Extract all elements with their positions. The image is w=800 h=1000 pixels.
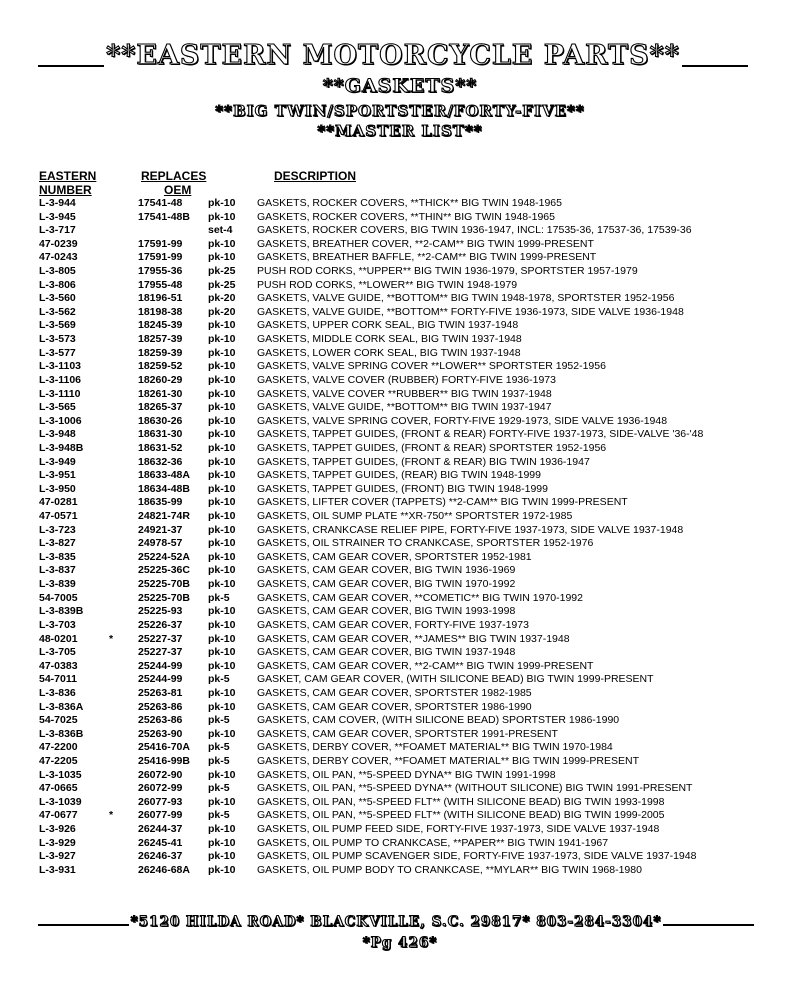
part-description: GASKETS, CRANKCASE RELIEF PIPE, FORTY-FIVE 1937-1973, SIDE VALVE 1937-1948	[257, 523, 684, 536]
part-description: GASKETS, CAM GEAR COVER, BIG TWIN 1937-1948	[257, 646, 516, 659]
table-row	[39, 796, 779, 810]
column-header-description: DESCRIPTION	[274, 169, 357, 183]
package-qty: pk-10	[208, 237, 236, 250]
table-row	[39, 428, 779, 442]
part-description: GASKETS, CAM GEAR COVER, **JAMES** BIG TWIN 1937-1948	[257, 632, 570, 645]
oem-number: 17955-48	[138, 278, 183, 291]
oem-number: 18630-26	[138, 414, 183, 427]
part-number: L-3-836A	[39, 700, 84, 713]
part-number: 47-0665	[39, 782, 78, 795]
package-qty: pk-5	[208, 673, 230, 686]
part-number: L-3-839	[39, 578, 76, 591]
part-description: GASKETS, CAM GEAR COVER, SPORTSTER 1952-1981	[257, 550, 532, 563]
table-row	[39, 850, 779, 864]
part-description: GASKETS, DERBY COVER, **FOAMET MATERIAL** BIG TWIN 1970-1984	[257, 741, 613, 754]
package-qty: pk-5	[208, 714, 230, 727]
part-number: 47-0383	[39, 659, 78, 672]
table-row	[39, 551, 779, 565]
table-row	[39, 238, 779, 252]
page-number: *Pg 426*	[362, 935, 438, 951]
part-number: L-3-929	[39, 836, 76, 849]
oem-number: 25263-90	[138, 727, 183, 740]
oem-number: 26072-99	[138, 782, 183, 795]
part-number: L-3-1039	[39, 795, 82, 808]
package-qty: pk-10	[208, 482, 236, 495]
part-number: L-3-931	[39, 863, 76, 876]
part-description: GASKETS, VALVE GUIDE, **BOTTOM** BIG TWIN 1937-1947	[257, 401, 552, 414]
oem-number: 25416-70A	[138, 741, 190, 754]
oem-number: 25224-52A	[138, 550, 190, 563]
oem-number: 24821-74R	[138, 510, 190, 523]
package-qty: pk-10	[208, 319, 236, 332]
table-row	[39, 469, 779, 483]
package-qty: pk-5	[208, 591, 230, 604]
table-row	[39, 633, 779, 647]
part-description: GASKETS, BREATHER COVER, **2-CAM** BIG TWIN 1999-PRESENT	[257, 237, 594, 250]
oem-number: 26244-37	[138, 823, 183, 836]
part-number: L-3-560	[39, 292, 76, 305]
package-qty: pk-10	[208, 441, 236, 454]
part-number: 54-7025	[39, 714, 78, 727]
oem-number: 17541-48	[138, 197, 183, 209]
table-row	[39, 619, 779, 633]
table-row	[39, 415, 779, 429]
package-qty: pk-5	[208, 809, 230, 822]
table-row	[39, 265, 779, 279]
table-row	[39, 592, 779, 606]
part-description: GASKETS, LIFTER COVER (TAPPETS) **2-CAM** BIG TWIN 1999-PRESENT	[257, 496, 628, 509]
oem-number: 25263-86	[138, 700, 183, 713]
part-number: L-3-705	[39, 646, 76, 659]
oem-number: 18259-52	[138, 360, 183, 373]
part-number: L-3-839B	[39, 605, 84, 618]
package-qty: pk-10	[208, 496, 236, 509]
part-description: GASKETS, BREATHER BAFFLE, **2-CAM** BIG TWIN 1999-PRESENT	[257, 251, 597, 264]
footer-address: *5120 HILDA ROAD* BLACKVILLE, S.C. 29817* 803-284-3304*	[130, 914, 662, 930]
oem-number: 17591-99	[138, 237, 183, 250]
part-description: GASKETS, CAM GEAR COVER, **COMETIC** BIG TWIN 1970-1992	[257, 591, 583, 604]
part-description: GASKETS, OIL SUMP PLATE **XR-750** SPORTSTER 1972-1985	[257, 510, 573, 523]
oem-number: 24921-37	[138, 523, 183, 536]
part-number: L-3-573	[39, 333, 76, 346]
table-row	[39, 809, 779, 823]
part-description: GASKETS, MIDDLE CORK SEAL, BIG TWIN 1937-1948	[257, 333, 522, 346]
package-qty: pk-10	[208, 686, 236, 699]
part-number: L-3-562	[39, 305, 76, 318]
package-qty: pk-10	[208, 795, 236, 808]
part-number: L-3-951	[39, 469, 76, 482]
part-number: 54-7005	[39, 591, 78, 604]
part-number: L-3-565	[39, 401, 76, 414]
oem-number: 25227-37	[138, 646, 183, 659]
oem-number: 25263-86	[138, 714, 183, 727]
table-row	[39, 333, 779, 347]
part-number: 47-0281	[39, 496, 78, 509]
oem-number: 26246-68A	[138, 863, 190, 876]
table-row	[39, 714, 779, 728]
part-description: GASKETS, VALVE GUIDE, **BOTTOM** FORTY-FIVE 1936-1973, SIDE VALVE 1936-1948	[257, 305, 684, 318]
package-qty: pk-10	[208, 646, 236, 659]
package-qty: pk-10	[208, 360, 236, 373]
part-number: 47-2200	[39, 741, 78, 754]
footer-rule-left	[38, 924, 129, 926]
table-row	[39, 564, 779, 578]
table-row	[39, 701, 779, 715]
oem-number: 18245-39	[138, 319, 183, 332]
package-qty: pk-10	[208, 414, 236, 427]
part-description: GASKETS, CAM GEAR COVER, SPORTSTER 1991-PRESENT	[257, 727, 558, 740]
package-qty: pk-25	[208, 265, 236, 278]
package-qty: pk-10	[208, 428, 236, 441]
package-qty: pk-10	[208, 550, 236, 563]
table-row	[39, 211, 779, 225]
oem-number: 25225-70B	[138, 591, 190, 604]
part-number: L-3-927	[39, 850, 76, 863]
row-marker: *	[109, 632, 114, 645]
package-qty: pk-10	[208, 768, 236, 781]
oem-number: 18635-99	[138, 496, 183, 509]
table-row	[39, 306, 779, 320]
part-number: L-3-836	[39, 686, 76, 699]
part-description: GASKETS, OIL PAN, **5-SPEED DYNA** BIG TWIN 1991-1998	[257, 768, 556, 781]
package-qty: pk-10	[208, 210, 236, 223]
package-qty: pk-10	[208, 618, 236, 631]
column-header-oem: OEM	[164, 183, 192, 197]
package-qty: pk-10	[208, 564, 236, 577]
table-row	[39, 755, 779, 769]
oem-number: 26245-41	[138, 836, 183, 849]
oem-number: 18632-36	[138, 455, 183, 468]
part-description: PUSH ROD CORKS, **LOWER** BIG TWIN 1948-1979	[257, 278, 518, 291]
package-qty: pk-10	[208, 523, 236, 536]
part-description: GASKETS, CAM GEAR COVER, BIG TWIN 1970-1992	[257, 578, 516, 591]
part-number: 47-0239	[39, 237, 78, 250]
package-qty: pk-20	[208, 305, 236, 318]
part-description: GASKETS, OIL PUMP BODY TO CRANKCASE, **MYLAR** BIG TWIN 1968-1980	[257, 863, 642, 876]
part-description: GASKETS, DERBY COVER, **FOAMET MATERIAL** BIG TWIN 1999-PRESENT	[257, 754, 639, 767]
part-description: GASKETS, CAM GEAR COVER, FORTY-FIVE 1937-1973	[257, 618, 529, 631]
oem-number: 25244-99	[138, 659, 183, 672]
part-description: GASKETS, OIL PAN, **5-SPEED DYNA** (WITHOUT SILICONE) BIG TWIN 1991-PRESENT	[257, 782, 693, 795]
oem-number: 18631-30	[138, 428, 183, 441]
oem-number: 18631-52	[138, 441, 183, 454]
part-number: L-3-835	[39, 550, 76, 563]
package-qty: pk-20	[208, 292, 236, 305]
oem-number: 25244-99	[138, 673, 183, 686]
table-row	[39, 319, 779, 333]
package-qty: pk-10	[208, 333, 236, 346]
part-description: GASKETS, TAPPET GUIDES, (FRONT) BIG TWIN 1948-1999	[257, 482, 548, 495]
package-qty: pk-10	[208, 823, 236, 836]
part-description: GASKETS, ROCKER COVERS, **THICK** BIG TWIN 1948-1965	[257, 197, 562, 209]
part-number: L-3-949	[39, 455, 76, 468]
oem-number: 17955-36	[138, 265, 183, 278]
part-number: L-3-703	[39, 618, 76, 631]
part-description: GASKETS, ROCKER COVERS, **THIN** BIG TWIN 1948-1965	[257, 210, 555, 223]
table-row	[39, 769, 779, 783]
package-qty: pk-10	[208, 455, 236, 468]
table-row	[39, 279, 779, 293]
package-qty: pk-10	[208, 659, 236, 672]
oem-number: 18265-37	[138, 401, 183, 414]
part-number: L-3-569	[39, 319, 76, 332]
package-qty: pk-10	[208, 510, 236, 523]
part-number: 47-0243	[39, 251, 78, 264]
column-header-eastern: EASTERN	[39, 169, 97, 183]
oem-number: 26077-93	[138, 795, 183, 808]
table-row	[39, 292, 779, 306]
part-description: PUSH ROD CORKS, **UPPER** BIG TWIN 1936-1979, SPORTSTER 1957-1979	[257, 265, 638, 278]
parts-list	[39, 197, 779, 877]
part-number: L-3-827	[39, 537, 76, 550]
package-qty: pk-10	[208, 387, 236, 400]
oem-number: 17591-99	[138, 251, 183, 264]
table-row	[39, 687, 779, 701]
part-number: L-3-926	[39, 823, 76, 836]
part-number: L-3-723	[39, 523, 76, 536]
part-number: L-3-945	[39, 210, 76, 223]
oem-number: 18198-38	[138, 305, 183, 318]
oem-number: 25225-93	[138, 605, 183, 618]
part-description: GASKETS, CAM GEAR COVER, BIG TWIN 1993-1998	[257, 605, 516, 618]
row-marker: *	[109, 809, 114, 822]
oem-number: 24978-57	[138, 537, 183, 550]
part-number: L-3-948B	[39, 441, 84, 454]
part-description: GASKETS, LOWER CORK SEAL, BIG TWIN 1937-1948	[257, 346, 521, 359]
package-qty: pk-10	[208, 401, 236, 414]
table-row	[39, 673, 779, 687]
part-number: 48-0201	[39, 632, 78, 645]
package-qty: pk-10	[208, 346, 236, 359]
title-row	[38, 40, 748, 71]
part-description: GASKETS, VALVE SPRING COVER **LOWER** SPORTSTER 1952-1956	[257, 360, 606, 373]
package-qty: pk-10	[208, 251, 236, 264]
part-description: GASKETS, TAPPET GUIDES, (FRONT & REAR) BIG TWIN 1936-1947	[257, 455, 590, 468]
part-description: GASKETS, VALVE GUIDE, **BOTTOM** BIG TWIN 1948-1978, SPORTSTER 1952-1956	[257, 292, 675, 305]
part-description: GASKETS, VALVE SPRING COVER, FORTY-FIVE 1929-1973, SIDE VALVE 1936-1948	[257, 414, 668, 427]
part-number: L-3-948	[39, 428, 76, 441]
part-description: GASKETS, CAM GEAR COVER, **2-CAM** BIG TWIN 1999-PRESENT	[257, 659, 594, 672]
table-row	[39, 646, 779, 660]
package-qty: pk-10	[208, 537, 236, 550]
part-description: GASKETS, CAM GEAR COVER, SPORTSTER 1986-1990	[257, 700, 532, 713]
table-row	[39, 864, 779, 878]
table-row	[39, 401, 779, 415]
package-qty: pk-5	[208, 754, 230, 767]
part-description: GASKET, CAM GEAR COVER, (WITH SILICONE BEAD) BIG TWIN 1999-PRESENT	[257, 673, 654, 686]
oem-number: 25226-37	[138, 618, 183, 631]
package-qty: pk-10	[208, 727, 236, 740]
part-number: L-3-1035	[39, 768, 82, 781]
part-description: GASKETS, TAPPET GUIDES, (FRONT & REAR) SPORTSTER 1952-1956	[257, 441, 607, 454]
package-qty: pk-10	[208, 836, 236, 849]
part-description: GASKETS, OIL PAN, **5-SPEED FLT** (WITH SILICONE BEAD) BIG TWIN 1999-2005	[257, 809, 665, 822]
package-qty: pk-10	[208, 850, 236, 863]
package-qty: set-4	[208, 224, 233, 237]
table-row	[39, 456, 779, 470]
package-qty: pk-10	[208, 632, 236, 645]
table-row	[39, 224, 779, 238]
table-row	[39, 537, 779, 551]
package-qty: pk-10	[208, 469, 236, 482]
part-description: GASKETS, ROCKER COVERS, BIG TWIN 1936-1947, INCL: 17535-36, 17537-36, 17539-36	[257, 224, 692, 237]
table-row	[39, 496, 779, 510]
footer-row	[38, 914, 754, 930]
oem-number: 18260-29	[138, 373, 183, 386]
part-number: L-3-1110	[39, 387, 81, 400]
package-qty: pk-25	[208, 278, 236, 291]
part-description: GASKETS, OIL PAN, **5-SPEED FLT** (WITH SILICONE BEAD) BIG TWIN 1993-1998	[257, 795, 665, 808]
part-description: GASKETS, CAM COVER, (WITH SILICONE BEAD) SPORTSTER 1986-1990	[257, 714, 620, 727]
part-description: GASKETS, VALVE COVER **RUBBER** BIG TWIN 1937-1948	[257, 387, 552, 400]
part-description: GASKETS, TAPPET GUIDES, (FRONT & REAR) FORTY-FIVE 1937-1973, SIDE-VALVE '36-'48	[257, 428, 704, 441]
column-header-number: NUMBER	[39, 183, 92, 197]
table-row	[39, 197, 779, 211]
subtitle-gaskets: **GASKETS**	[322, 75, 478, 97]
part-number: L-3-805	[39, 265, 76, 278]
table-row	[39, 605, 779, 619]
package-qty: pk-5	[208, 741, 230, 754]
package-qty: pk-10	[208, 605, 236, 618]
table-row	[39, 660, 779, 674]
part-number: L-3-944	[39, 197, 76, 209]
table-row	[39, 442, 779, 456]
part-description: GASKETS, TAPPET GUIDES, (REAR) BIG TWIN 1948-1999	[257, 469, 541, 482]
part-number: L-3-1006	[39, 414, 82, 427]
package-qty: pk-5	[208, 782, 230, 795]
package-qty: pk-10	[208, 373, 236, 386]
oem-number: 18261-30	[138, 387, 183, 400]
subtitle-master-list: **MASTER LIST**	[317, 122, 483, 140]
footer-rule-right	[663, 924, 754, 926]
oem-number: 25225-70B	[138, 578, 190, 591]
part-number: L-3-836B	[39, 727, 84, 740]
part-number: 54-7011	[39, 673, 77, 686]
package-qty: pk-10	[208, 578, 236, 591]
table-row	[39, 782, 779, 796]
part-description: GASKETS, VALVE COVER (RUBBER) FORTY-FIVE 1936-1973	[257, 373, 556, 386]
part-number: L-3-950	[39, 482, 76, 495]
oem-number: 26246-37	[138, 850, 183, 863]
title-rule-left	[38, 65, 104, 67]
package-qty: pk-10	[208, 700, 236, 713]
table-row	[39, 837, 779, 851]
oem-number: 18259-39	[138, 346, 183, 359]
part-description: GASKETS, CAM GEAR COVER, BIG TWIN 1936-1969	[257, 564, 516, 577]
part-description: GASKETS, OIL PUMP TO CRANKCASE, **PAPER** BIG TWIN 1941-1967	[257, 836, 609, 849]
table-row	[39, 251, 779, 265]
table-row	[39, 360, 779, 374]
table-row	[39, 741, 779, 755]
subtitle-models: **BIG TWIN/SPORTSTER/FORTY-FIVE**	[215, 102, 585, 120]
oem-number: 18196-51	[138, 292, 183, 305]
oem-number: 25416-99B	[138, 754, 190, 767]
part-description: GASKETS, OIL STRAINER TO CRANKCASE, SPORTSTER 1952-1976	[257, 537, 594, 550]
oem-number: 18257-39	[138, 333, 183, 346]
part-number: L-3-717	[39, 224, 76, 237]
part-number: L-3-1106	[39, 373, 82, 386]
table-row	[39, 524, 779, 538]
table-row	[39, 728, 779, 742]
part-description: GASKETS, OIL PUMP FEED SIDE, FORTY-FIVE 1937-1973, SIDE VALVE 1937-1948	[257, 823, 660, 836]
oem-number: 25227-37	[138, 632, 183, 645]
oem-number: 17541-48B	[138, 210, 190, 223]
part-number: L-3-577	[39, 346, 76, 359]
table-row	[39, 483, 779, 497]
part-description: GASKETS, CAM GEAR COVER, SPORTSTER 1982-1985	[257, 686, 532, 699]
package-qty: pk-10	[208, 197, 236, 209]
oem-number: 25225-36C	[138, 564, 190, 577]
part-number: 47-2205	[39, 754, 78, 767]
part-description: GASKETS, OIL PUMP SCAVENGER SIDE, FORTY-FIVE 1937-1973, SIDE VALVE 1937-1948	[257, 850, 697, 863]
title-rule-right	[682, 65, 748, 67]
part-number: L-3-1103	[39, 360, 82, 373]
table-row	[39, 388, 779, 402]
table-row	[39, 578, 779, 592]
table-row	[39, 347, 779, 361]
page-title: **EASTERN MOTORCYCLE PARTS**	[106, 40, 680, 71]
part-description: GASKETS, UPPER CORK SEAL, BIG TWIN 1937-1948	[257, 319, 519, 332]
part-number: L-3-837	[39, 564, 76, 577]
oem-number: 26072-90	[138, 768, 183, 781]
oem-number: 18634-48B	[138, 482, 190, 495]
oem-number: 18633-48A	[138, 469, 190, 482]
column-header-replaces: REPLACES	[141, 169, 207, 183]
oem-number: 25263-81	[138, 686, 183, 699]
table-row	[39, 510, 779, 524]
oem-number: 26077-99	[138, 809, 183, 822]
table-row	[39, 823, 779, 837]
part-number: 47-0571	[39, 510, 78, 523]
package-qty: pk-10	[208, 863, 236, 876]
table-row	[39, 374, 779, 388]
part-number: L-3-806	[39, 278, 76, 291]
part-number: 47-0677	[39, 809, 78, 822]
